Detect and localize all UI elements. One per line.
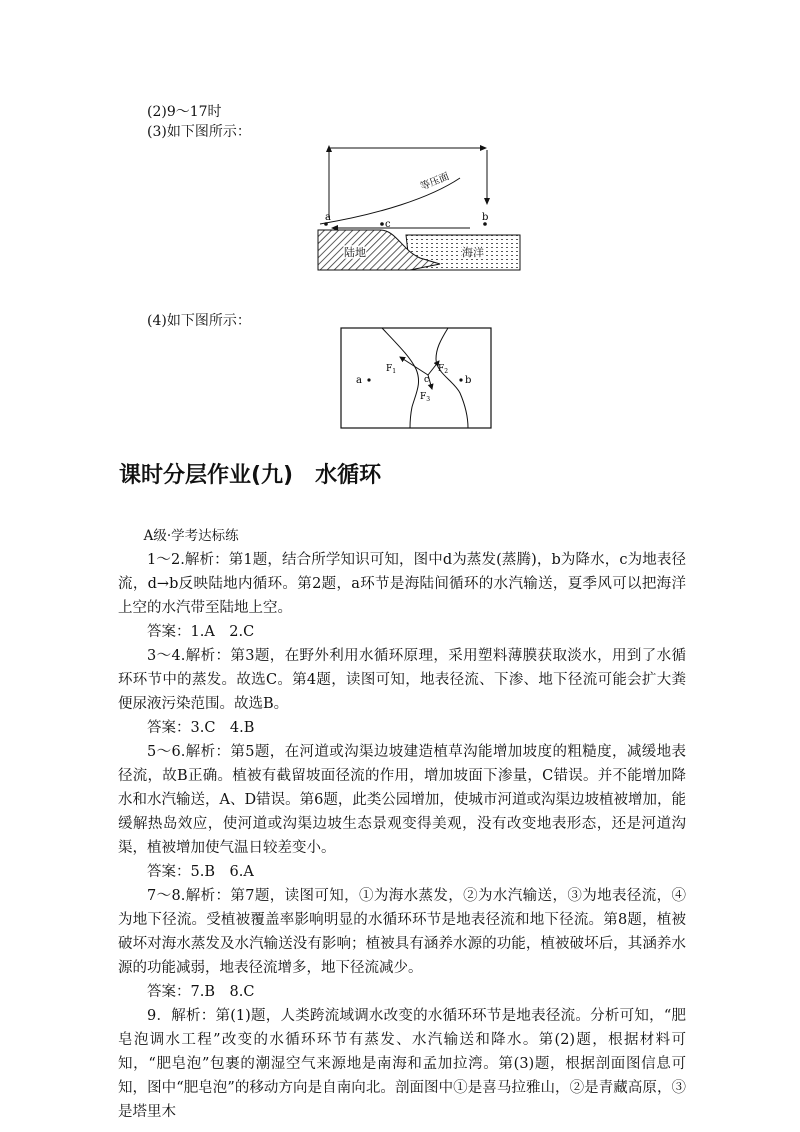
paragraph: 7～8.解析：第7题，读图可知，①为海水蒸发，②为水汽输送，③为地表径流，④为地下径流。受植被覆盖率影响明显的水循环环节是地表径流和地下径流。第8题，植被破坏对海水蒸发及水汽输送没有影响；植被具有涵养水源的功能，植被破坏后，其涵养水源的功能减弱，地表径流增多，地下径流减少。 — [118, 888, 686, 976]
point-b — [459, 378, 462, 381]
paragraph: 1～2.解析：第1题，结合所学知识可知，图中d为蒸发(蒸腾)，b为降水，c为地表径流，d→b反映陆地内循环。第2题，a环节是海陆间循环的水汽输送，夏季风可以把海洋上空的水汽带至陆地上空。 — [118, 552, 686, 616]
answer-body — [118, 524, 686, 1124]
force-f3-label: $F_3$ — [420, 392, 431, 403]
answer-line: 答案：3.C 4.B — [147, 720, 255, 736]
answer-line: 答案：5.B 6.A — [147, 864, 254, 880]
paragraph: 3～4.解析：第3题，在野外利用水循环原理，采用塑料薄膜获取淡水，用到了水循环环节中的蒸发。故选C。第4题，读图可知，地表径流、下渗、地下径流可能会扩大粪便尿液污染范围。故选B。 — [118, 648, 686, 712]
point-a-label: a — [325, 212, 331, 223]
answer-item-3: (3)如下图所示： — [147, 124, 251, 140]
force-isobar-diagram — [340, 327, 492, 429]
paragraph: 9．解析：第(1)题，人类跨流域调水改变的水循环环节是地表径流。分析可知，“肥皂泡调水工程”改变的水循环环节有蒸发、水汽输送和降水。第(2)题，根据材料可知，“肥皂泡”包裹的潮湿空气来源地是南海和孟加拉湾。第(3)题，根据剖面图信息可知，图中“肥皂泡”的移动方向是自南向北。剖面图中①是喜马拉雅山，②是青藏高原，③是塔里木 — [118, 1008, 686, 1120]
force-f1-label: $F_1$ — [386, 364, 397, 375]
level-heading: A级·学考达标练 — [143, 528, 239, 544]
point-b-label: b — [465, 375, 472, 386]
answer-line: 答案：7.B 8.C — [147, 984, 255, 1000]
point-c-label: c — [424, 375, 430, 385]
answer-item-2: (2)9～17时 — [147, 104, 222, 120]
point-c-label: c — [385, 219, 391, 230]
isobar-label: 等压面 — [419, 171, 451, 193]
point-c — [380, 222, 384, 226]
point-a — [367, 378, 370, 381]
point-b-label: b — [482, 212, 489, 223]
land-label: 陆地 — [344, 246, 366, 259]
land-sea-pressure-diagram — [310, 138, 524, 298]
sea-label: 海洋 — [462, 246, 484, 259]
section-title: 课时分层作业(九) 水循环 — [119, 463, 382, 488]
answer-item-4: (4)如下图所示： — [147, 313, 251, 329]
force-f2-label: $F_2$ — [438, 364, 449, 375]
answer-line: 答案：1.A 2.C — [147, 624, 255, 640]
point-a-label: a — [356, 375, 362, 386]
paragraph: 5～6.解析：第5题，在河道或沟渠边坡建造植草沟能增加坡度的粗糙度，减缓地表径流，故B正确。植被有截留坡面径流的作用，增加坡面下渗量，C错误。并不能增加降水和水汽输送，A、D错误。第6题，此类公园增加，使城市河道或沟渠边坡植被增加，能缓解热岛效应，使河道或沟渠边坡生态景观变得美观，没有改变地表形态，还是河道沟渠，植被增加使气温日较差变小。 — [118, 744, 686, 856]
